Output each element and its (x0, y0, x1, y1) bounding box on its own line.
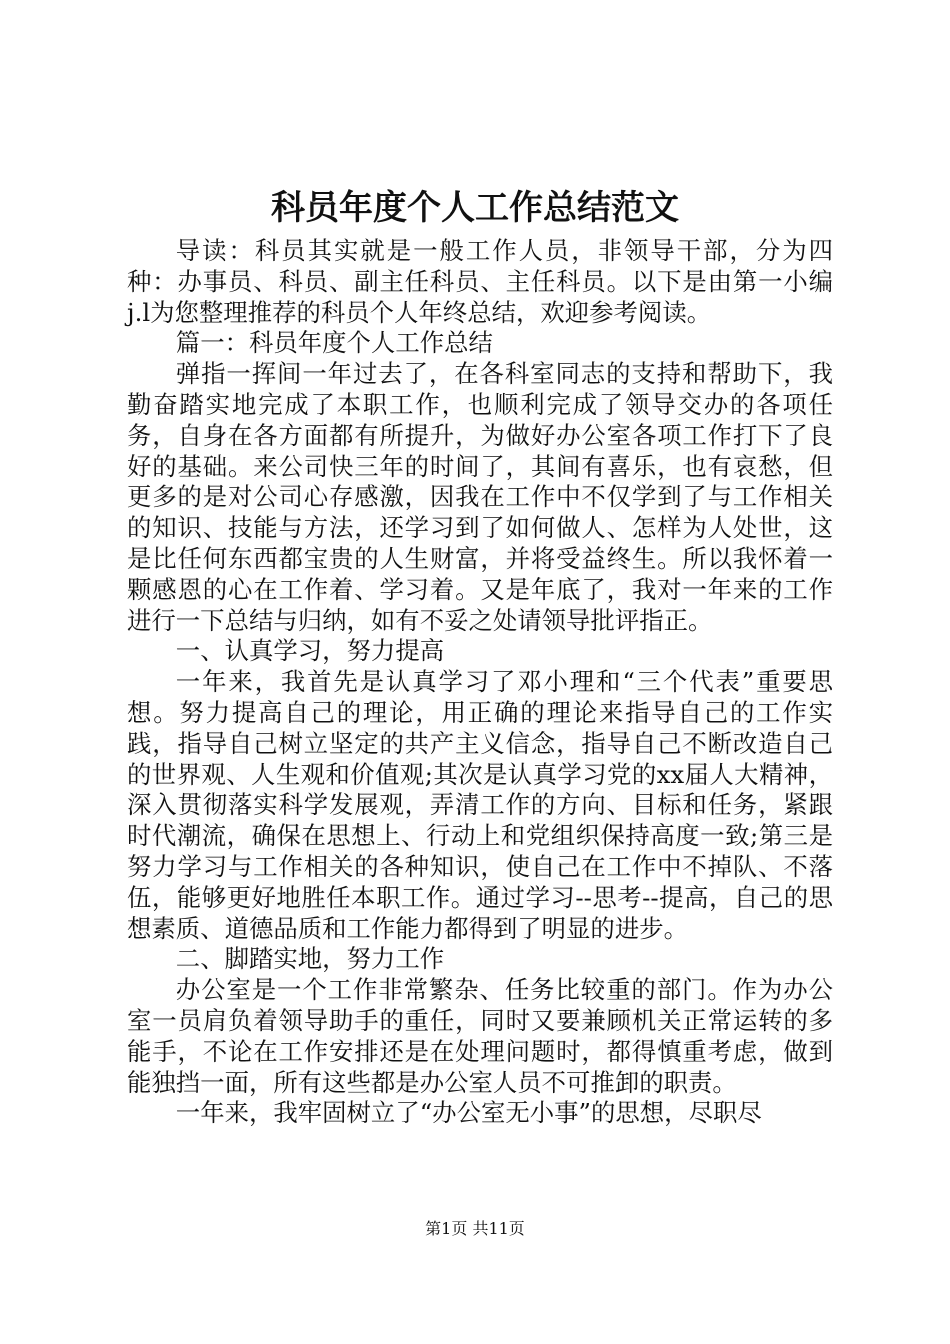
page-number-footer: 第1页 共11页 (425, 1219, 525, 1238)
paragraph: 一年来，我首先是认真学习了邓小理和“三个代表”重要思想。努力提高自己的理论，用正确的理论来指导自己的工作实践，指导自己树立坚定的共产主义信念，指导自己不断改造自己的世界观、人生观和价值观;其次是认真学习党的xx届人大精神，深入贯彻落实科学发展观，弄清工作的方向、目标和任务，紧跟时代潮流，确保在思想上、行动上和党组织保持高度一致;第三是努力学习与工作相关的各种知识，使自己在工作中不掉队、不落伍，能够更好地胜任本职工作。通过学习--思考--提高，自己的思想素质、道德品质和工作能力都得到了明显的进步。 (127, 667, 833, 943)
paragraph: 一年来，我牢固树立了“办公室无小事”的思想，尽职尽 (175, 1098, 762, 1128)
paragraph: 弹指一挥间一年过去了，在各科室同志的支持和帮助下，我勤奋踏实地完成了本职工作，也顺利完成了领导交办的各项任务，自身在各方面都有所提升，为做好办公室各项工作打下了良好的基础。来公司快三年的时间了，其间有喜乐，也有哀愁，但更多的是对公司心存感激，因我在工作中不仅学到了与工作相关的知识、技能与方法，还学习到了如何做人、怎样为人处世，这是比任何东西都宝贵的人生财富，并将受益终生。所以我怀着一颗感恩的心在工作着、学习着。又是年底了，我对一年来的工作进行一下总结与归纳，如有不妥之处请领导批评指正。 (127, 359, 833, 635)
paragraph: 办公室是一个工作非常繁杂、任务比较重的部门。作为办公室一员肩负着领导助手的重任，同时又要兼顾机关正常运转的多能手，不论在工作安排还是在处理问题时，都得慎重考虑，做到能独挡一面，所有这些都是办公室人员不可推卸的职责。 (127, 975, 833, 1097)
section-heading: 一、认真学习，努力提高 (175, 636, 445, 666)
section-heading: 篇一：科员年度个人工作总结 (175, 328, 493, 358)
document-body (127, 236, 833, 1129)
paragraph: 导读：科员其实就是一般工作人员，非领导干部，分为四种：办事员、科员、副主任科员、主任科员。以下是由第一小编j.l为您整理推荐的科员个人年终总结，欢迎参考阅读。 (127, 236, 833, 327)
document-title: 科员年度个人工作总结范文 (271, 188, 679, 228)
section-heading: 二、脚踏实地，努力工作 (175, 944, 445, 974)
